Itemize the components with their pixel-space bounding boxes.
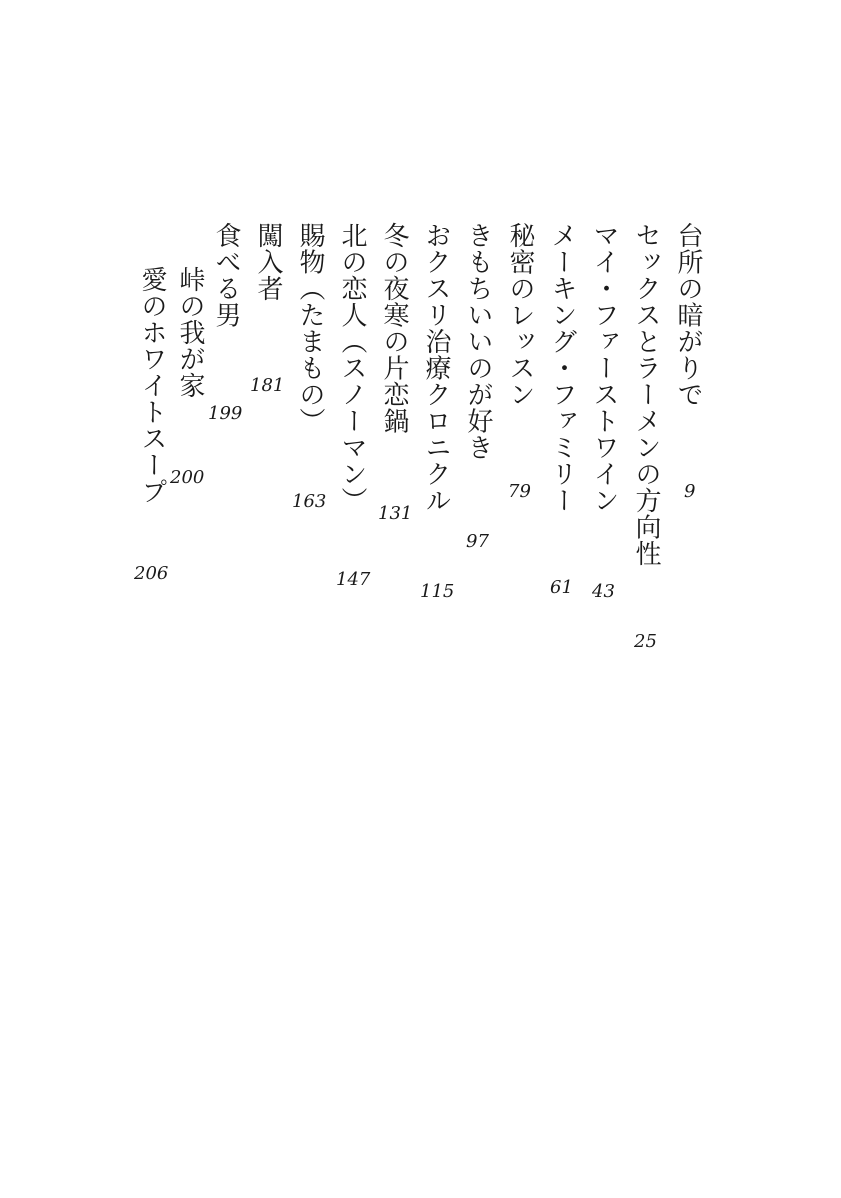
- toc-page-number: 115: [420, 581, 455, 602]
- toc-entry-12[interactable]: [206, 0, 246, 1198]
- toc-entry-7[interactable]: [416, 0, 456, 1198]
- toc-entry-2[interactable]: [626, 0, 666, 1198]
- toc-entry-5[interactable]: [500, 0, 540, 1198]
- toc-page-number: 61: [550, 577, 573, 598]
- toc-title: 闖入者: [253, 222, 283, 302]
- toc-entry-10[interactable]: [290, 0, 330, 1198]
- toc-page-number: 97: [466, 531, 489, 552]
- toc-page-number: 200: [170, 467, 205, 488]
- toc-title: 峠の我が家: [175, 266, 205, 399]
- toc-page-number: 131: [378, 503, 413, 524]
- toc-entry-13[interactable]: [170, 0, 210, 1198]
- toc-entry-11[interactable]: [248, 0, 288, 1198]
- toc-page-number: 9: [684, 481, 696, 502]
- toc-page-number: 181: [250, 375, 285, 396]
- toc-entry-3[interactable]: [584, 0, 624, 1198]
- toc-title: おクスリ治療クロニクル: [421, 222, 451, 514]
- toc-entry-6[interactable]: [458, 0, 498, 1198]
- toc-entry-4[interactable]: [542, 0, 582, 1198]
- toc-entry-9[interactable]: [332, 0, 372, 1198]
- toc-title: 食べる男: [211, 222, 241, 328]
- toc-title: 冬の夜寒の片恋鍋: [379, 222, 409, 434]
- toc-page-number: 206: [134, 563, 169, 584]
- toc-title: 台所の暗がりで: [673, 222, 703, 408]
- toc-entry-14[interactable]: [132, 0, 172, 1198]
- toc-title: 愛のホワイトスープ: [137, 266, 167, 505]
- toc-page-number: 199: [208, 403, 243, 424]
- toc-page-number: 43: [592, 581, 615, 602]
- toc-title: きもちいいのが好き: [463, 222, 493, 461]
- toc-page-number: 147: [336, 569, 371, 590]
- toc-page-number: 163: [292, 491, 327, 512]
- toc-title: セックスとラーメンの方向性: [631, 222, 661, 567]
- toc-title: 賜物（たまもの）: [295, 222, 325, 434]
- toc-page-number: 25: [634, 631, 657, 652]
- toc-title: 秘密のレッスン: [505, 222, 535, 408]
- toc-title: メーキング・ファミリー: [547, 222, 577, 514]
- toc-title: マイ・ファーストワイン: [589, 222, 619, 514]
- toc-page-number: 79: [508, 481, 531, 502]
- toc-title: 北の恋人（スノーマン）: [337, 222, 367, 514]
- toc-entry-1[interactable]: [668, 0, 708, 1198]
- toc-entry-8[interactable]: [374, 0, 414, 1198]
